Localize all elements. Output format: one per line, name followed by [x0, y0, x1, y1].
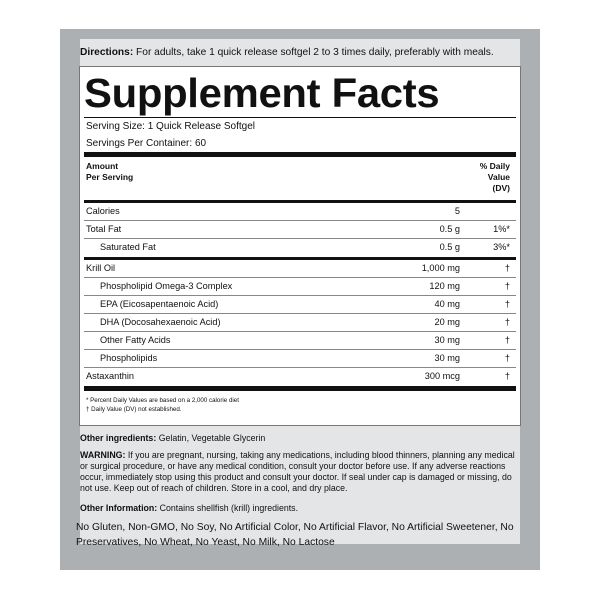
supplement-facts-title: Supplement Facts — [84, 70, 440, 116]
warning-text: If you are pregnant, nursing, taking any medications, including blood thinners, planning any medical or surgical procedure, or have any medical condition, consult your doctor before use. If any adverse reactions occur, immediately stop using this product and consult your doctor. If seal under cap is damaged or missing, do not use. Keep out of reach of children. Store in a cool, and dry place. — [80, 450, 515, 493]
nutrient-amount: 1,000 mg — [421, 263, 460, 273]
nutrient-name: EPA (Eicosapentaenoic Acid) — [100, 299, 219, 309]
facts-header — [84, 157, 516, 200]
nutrient-dv: † — [504, 353, 510, 363]
nutrient-amount: 30 mg — [434, 335, 460, 345]
nutrient-dv: 1%* — [493, 224, 510, 234]
nutrient-row — [84, 221, 516, 239]
nutrient-dv: 3%* — [493, 242, 510, 252]
nutrient-name: Phospholipids — [100, 353, 158, 363]
nutrient-dv: † — [504, 263, 510, 273]
nutrient-dv: † — [504, 335, 510, 345]
nutrient-row — [84, 239, 516, 257]
nutrient-row — [84, 368, 516, 386]
dv-header-line: % Daily — [479, 161, 510, 171]
supplement-facts-box — [79, 66, 521, 426]
nutrient-amount: 0.5 g — [439, 224, 460, 234]
other-ingredients-text: Gelatin, Vegetable Glycerin — [156, 433, 266, 443]
directions-label: Directions: — [80, 47, 134, 58]
nutrient-row — [84, 332, 516, 350]
nutrient-row — [84, 314, 516, 332]
label-frame — [60, 29, 540, 570]
nutrient-name: DHA (Docosahexaenoic Acid) — [100, 317, 221, 327]
nutrient-dv: † — [504, 299, 510, 309]
dv-header-line: (DV) — [492, 183, 510, 193]
nutrient-name: Astaxanthin — [86, 371, 135, 381]
nutrient-name: Saturated Fat — [100, 242, 156, 252]
nutrient-dv — [466, 203, 516, 220]
serving-size: Serving Size: 1 Quick Release Softgel — [86, 121, 255, 132]
nutrient-amount: 120 mg — [429, 281, 460, 291]
nutrient-dv: † — [504, 281, 510, 291]
nutrient-row — [84, 260, 516, 278]
free-from-statement: No Gluten, Non-GMO, No Soy, No Artificial Color, No Artificial Flavor, No Artificial Sweetener, No Preservatives, No Wheat, No Yeast, No Milk, No Lactose — [76, 522, 514, 548]
dv-header — [480, 161, 510, 197]
footnote-dv-not-established: † Daily Value (DV) not established. — [86, 405, 182, 413]
nutrient-amount: 5 — [454, 206, 460, 216]
nutrient-name: Krill Oil — [86, 263, 116, 273]
nutrient-dv: † — [504, 317, 510, 327]
amount-header — [86, 161, 133, 197]
other-information-text: Contains shellfish (krill) ingredients. — [157, 503, 299, 513]
nutrient-name: Other Fatty Acids — [100, 335, 171, 345]
directions-text — [80, 46, 540, 59]
nutrient-row — [84, 296, 516, 314]
nutrient-name: Calories — [86, 206, 120, 216]
nutrient-amount: 0.5 g — [439, 242, 460, 252]
nutrient-amount: 20 mg — [434, 317, 460, 327]
other-information — [80, 503, 520, 514]
nutrient-name: Phospholipid Omega-3 Complex — [100, 281, 233, 291]
nutrient-name: Total Fat — [86, 224, 122, 234]
nutrient-dv: † — [504, 371, 510, 381]
nutrient-row — [84, 350, 516, 368]
footnotes — [84, 391, 516, 414]
other-ingredients-label: Other ingredients: — [80, 433, 157, 443]
nutrient-row — [84, 278, 516, 296]
dv-header-line: Value — [487, 172, 510, 182]
amount-header-line: Per Serving — [86, 172, 134, 182]
other-information-label: Other Information: — [80, 503, 158, 513]
warning-label: WARNING: — [80, 450, 126, 460]
warning — [80, 450, 520, 494]
amount-header-line: Amount — [86, 161, 119, 171]
footnote-percent-dv: * Percent Daily Values are based on a 2,000 calorie diet — [86, 397, 239, 404]
nutrient-row — [84, 203, 516, 221]
servings-per-container: Servings Per Container: 60 — [86, 138, 207, 149]
nutrient-amount: 300 mcg — [424, 371, 460, 381]
other-ingredients — [80, 433, 520, 444]
nutrient-amount: 40 mg — [434, 299, 460, 309]
nutrient-amount: 30 mg — [434, 353, 460, 363]
directions-body: For adults, take 1 quick release softgel 2 to 3 times daily, preferably with meals. — [133, 47, 494, 58]
